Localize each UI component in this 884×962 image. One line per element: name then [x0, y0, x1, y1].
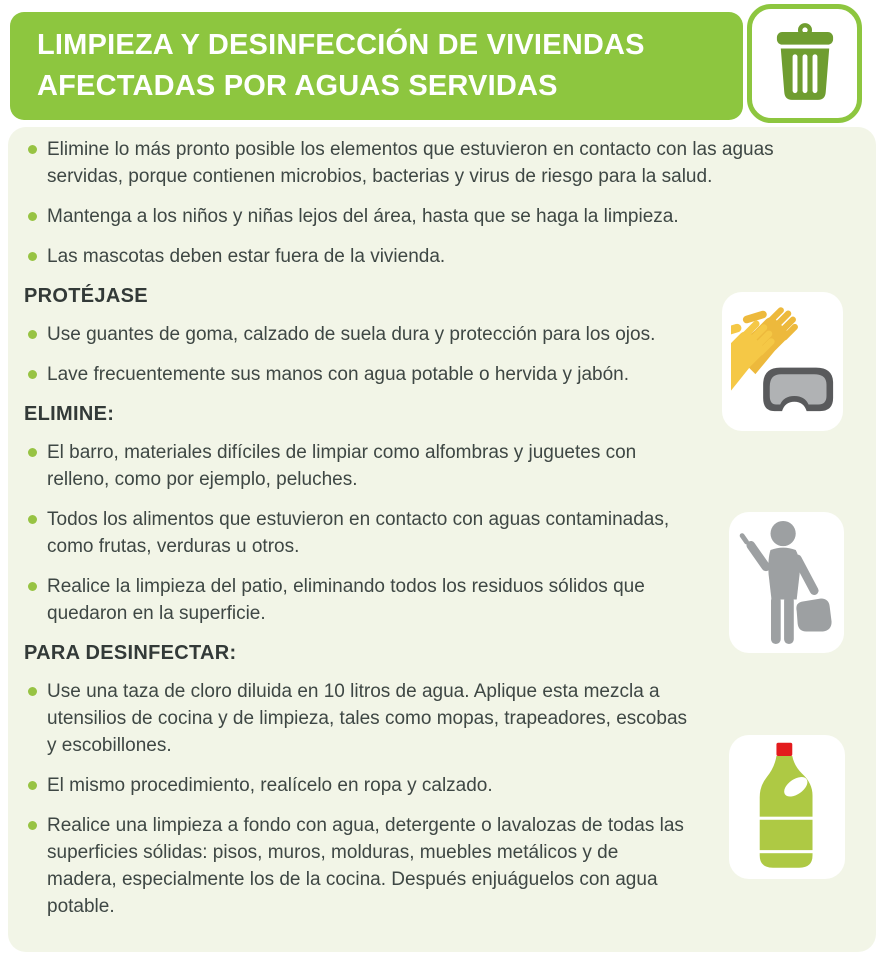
list-item [22, 136, 834, 190]
list-item-text: Use una taza de cloro diluida en 10 litros de agua. Aplique esta mezcla a utensilios de cocina y de limpieza, tales como mopas, trapeadores, escobas y escobillones. [47, 681, 688, 756]
bullet-icon [28, 330, 37, 339]
trash-icon-box [747, 4, 862, 123]
bullet-icon [28, 252, 37, 261]
trash-can-icon [774, 22, 836, 106]
person-icon-box [729, 512, 844, 653]
list-item [22, 361, 690, 388]
bullet-icon [28, 687, 37, 696]
rubber-gloves-and-goggles-icon [731, 303, 835, 421]
section-heading-desinfectar: PARA DESINFECTAR: [24, 642, 237, 664]
list-item-text: Todos los alimentos que estuvieron en contacto con aguas contaminadas, como frutas, verduras u otros. [47, 509, 670, 557]
main-content [22, 136, 834, 933]
section-heading-protejase: PROTÉJASE [24, 285, 148, 307]
list-item [22, 678, 690, 759]
list-item-text: Mantenga a los niños y niñas lejos del área, hasta que se haga la limpieza. [47, 206, 679, 227]
section-heading-elimine: ELIMINE: [24, 403, 115, 425]
bullet-icon [28, 781, 37, 790]
list-item [22, 321, 690, 348]
list-item [22, 772, 690, 799]
protejase-list [22, 321, 834, 388]
bullet-icon [28, 370, 37, 379]
list-item [22, 439, 690, 493]
bullet-icon [28, 821, 37, 830]
elimine-list [22, 439, 834, 627]
list-item-text: Use guantes de goma, calzado de suela dura y protección para los ojos. [47, 324, 656, 345]
list-item-text: El mismo procedimiento, realícelo en ropa y calzado. [47, 775, 493, 796]
bullet-icon [28, 515, 37, 524]
list-item [22, 506, 690, 560]
page-title [37, 25, 645, 107]
desinfectar-list [22, 678, 834, 920]
bleach-bottle-icon [745, 741, 829, 873]
bullet-icon [28, 448, 37, 457]
list-item [22, 243, 834, 270]
bullet-icon [28, 145, 37, 154]
bullet-icon [28, 582, 37, 591]
bullet-icon [28, 212, 37, 221]
list-item-text: Realice la limpieza del patio, eliminando todos los residuos sólidos que quedaron en la superficie. [47, 576, 645, 624]
person-carrying-waste-bag-icon [738, 520, 836, 646]
header-banner [10, 12, 743, 120]
list-item-text: Elimine lo más pronto posible los elementos que estuvieron en contacto con las aguas servidas, porque contienen microbios, bacterias y virus de riesgo para la salud. [47, 139, 774, 187]
page-title-line1: LIMPIEZA Y DESINFECCIÓN DE VIVIENDAS [37, 29, 645, 61]
list-item-text: El barro, materiales difíciles de limpiar como alfombras y juguetes con relleno, como por ejemplo, peluches. [47, 442, 637, 490]
list-item [22, 812, 690, 920]
page-title-line2: AFECTADAS POR AGUAS SERVIDAS [37, 70, 558, 102]
gloves-goggles-icon-box [722, 292, 843, 431]
bleach-bottle-icon-box [729, 735, 845, 879]
list-item-text: Las mascotas deben estar fuera de la vivienda. [47, 246, 446, 267]
list-item [22, 573, 690, 627]
list-item-text: Realice una limpieza a fondo con agua, detergente o lavalozas de todas las superficies sólidas: pisos, muros, molduras, muebles metálicos y de madera, especialmente los de la cocina. Después enjuáguelos con agua potable. [47, 815, 684, 917]
list-item-text: Lave frecuentemente sus manos con agua potable o hervida y jabón. [47, 364, 629, 385]
intro-list [22, 136, 834, 270]
list-item [22, 203, 834, 230]
